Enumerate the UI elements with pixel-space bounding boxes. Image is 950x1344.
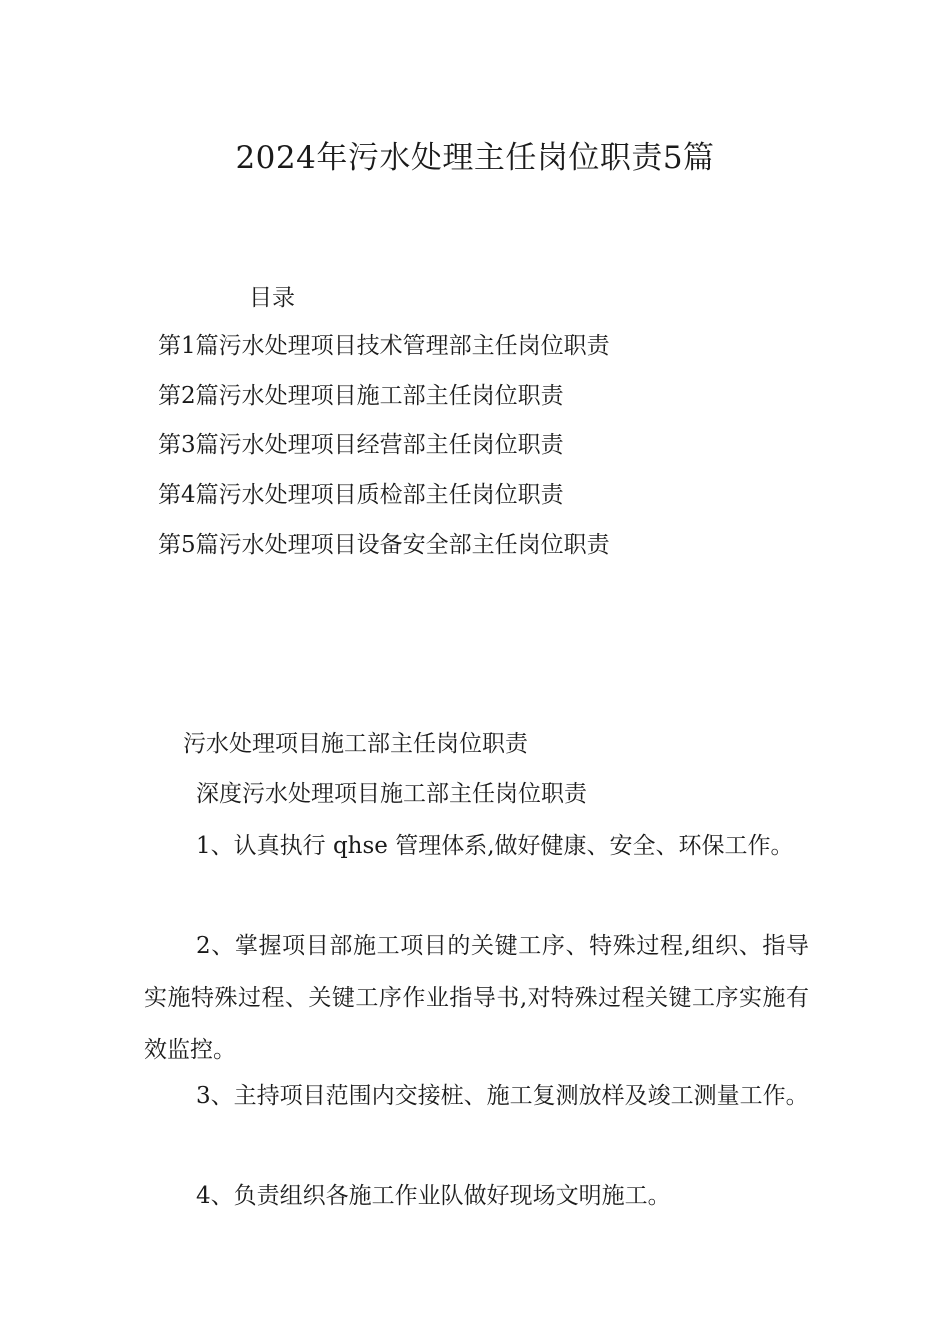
- section-subheading: 深度污水处理项目施工部主任岗位职责: [196, 781, 587, 807]
- toc-item: 第2篇污水处理项目施工部主任岗位职责: [158, 383, 564, 409]
- toc-item: 第1篇污水处理项目技术管理部主任岗位职责: [158, 333, 610, 359]
- section-heading: 污水处理项目施工部主任岗位职责: [183, 731, 528, 757]
- toc-heading: 目录: [249, 285, 295, 311]
- body-paragraph: 1、认真执行 qhse 管理体系,做好健康、安全、环保工作。: [196, 833, 794, 859]
- body-paragraph: 3、主持项目范围内交接桩、施工复测放样及竣工测量工作。: [196, 1083, 809, 1109]
- body-paragraph: 4、负责组织各施工作业队做好现场文明施工。: [196, 1183, 671, 1209]
- toc-item: 第4篇污水处理项目质检部主任岗位职责: [158, 482, 564, 508]
- toc-item: 第5篇污水处理项目设备安全部主任岗位职责: [158, 532, 610, 558]
- body-paragraph: 2、掌握项目部施工项目的关键工序、特殊过程,组织、指导实施特殊过程、关键工序作业指导书,对特殊过程关键工序实施有效监控。: [144, 933, 809, 1063]
- document-title: 2024年污水处理主任岗位职责5篇: [235, 140, 715, 176]
- toc-item: 第3篇污水处理项目经营部主任岗位职责: [158, 432, 564, 458]
